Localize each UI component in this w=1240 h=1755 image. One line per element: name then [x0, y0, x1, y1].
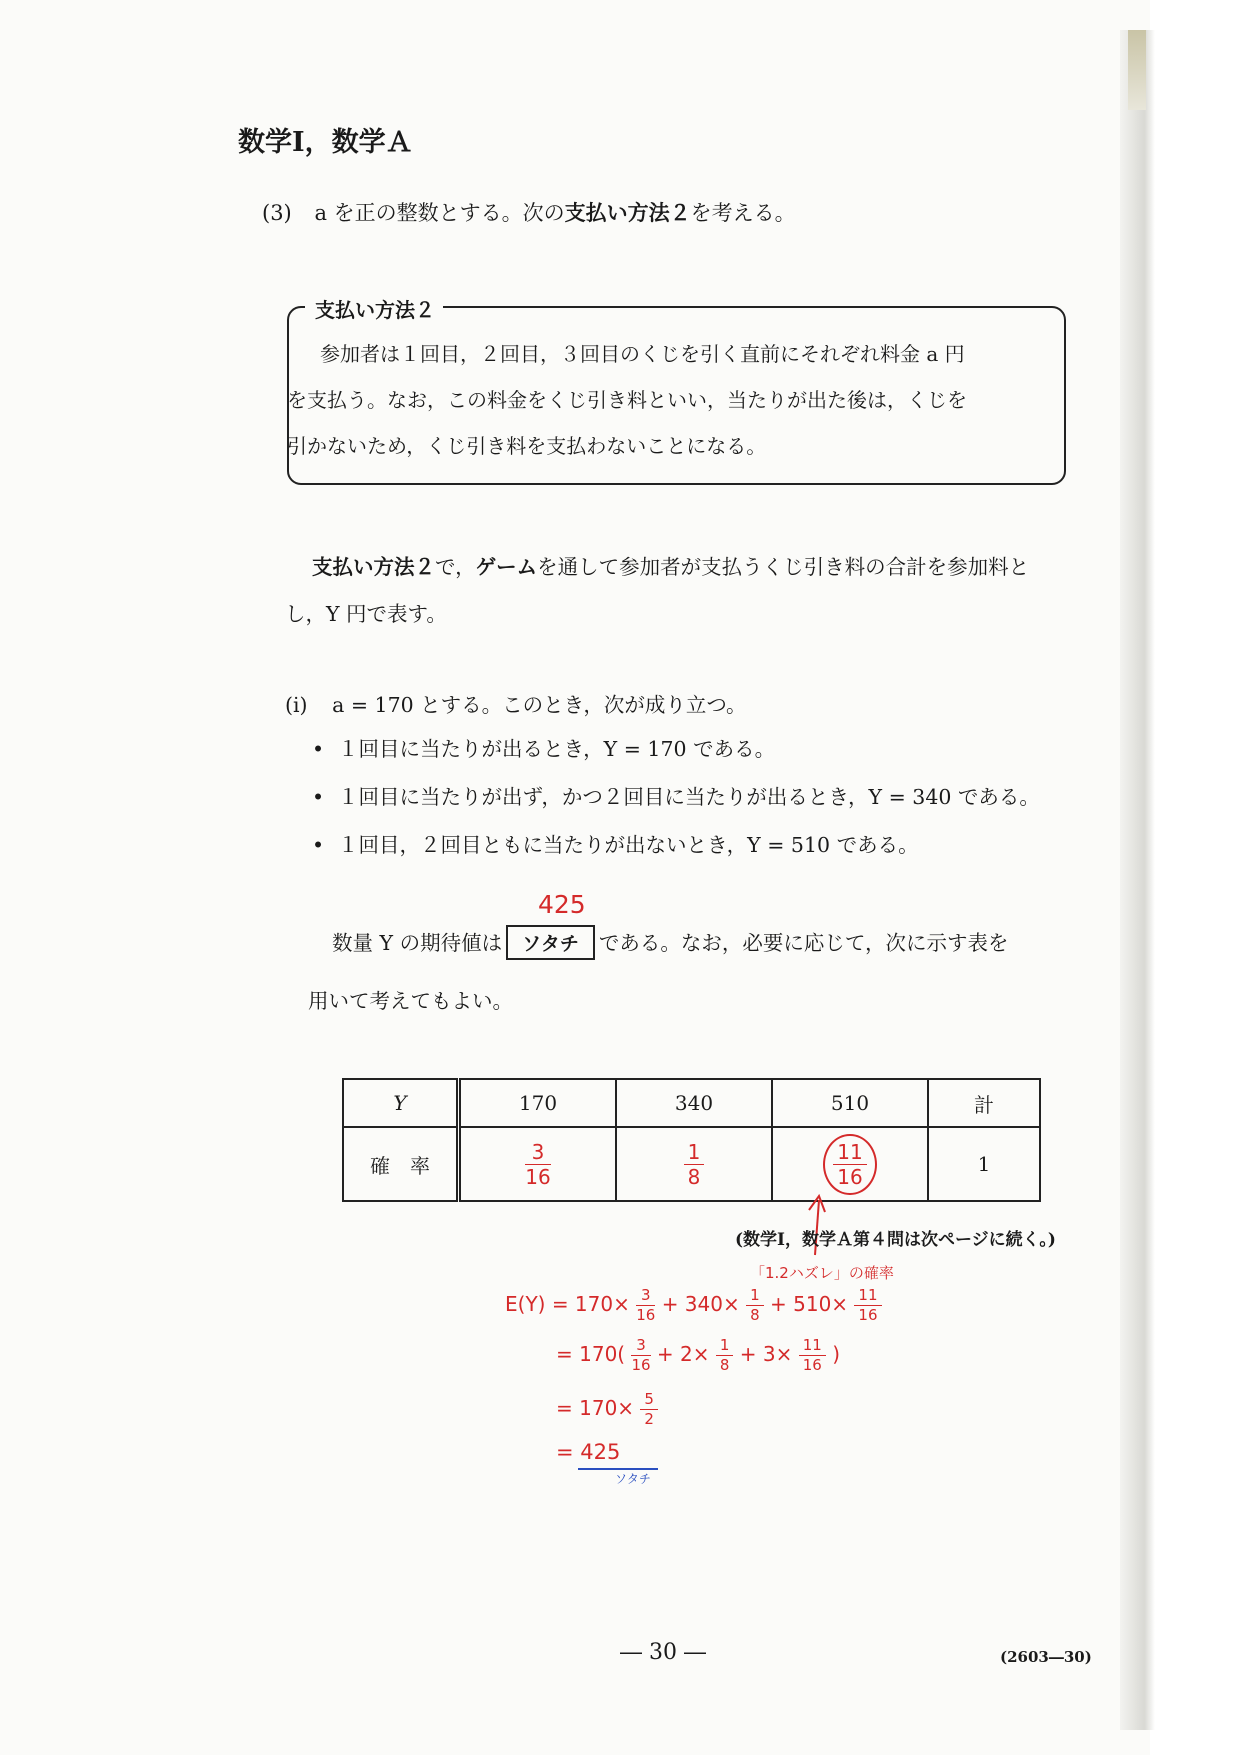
- answer-box-sotachi: ソタチ: [506, 925, 595, 960]
- table-header-y: Y: [343, 1079, 459, 1127]
- bullet-2-text: １回目に当たりが出ず，かつ２回目に当たりが出るとき，Y = 340 である。: [338, 785, 1040, 809]
- calc-line-3-lhs: = 170×: [556, 1396, 635, 1420]
- calc-line-2-term-3: + 3×: [739, 1342, 793, 1366]
- question-3: [262, 197, 796, 227]
- bullet-1-text: １回目に当たりが出るとき，Y = 170 である。: [338, 737, 776, 761]
- calc-line-1: E(Y) = 170× $\frac{3}{16}$ + 340× $\frac{1}{8}$ + 510× $\frac{11}{16}$: [505, 1288, 882, 1323]
- question-number: (3): [262, 201, 292, 225]
- method-box-line-3: 引かないため，くじ引き料を支払わないことになる。: [287, 434, 767, 458]
- paragraph-line-2: し，Y 円で表す。: [285, 602, 447, 626]
- calc-line-3: = 170× $\frac{5}{2}$: [556, 1392, 658, 1427]
- page-number: ― 30 ―: [620, 1640, 706, 1665]
- calc-line-1-term-2: + 340×: [661, 1292, 740, 1316]
- part-i-label: (i): [285, 693, 308, 717]
- paragraph-line-1: [312, 550, 1029, 580]
- method-name: 支払い方法２: [564, 200, 691, 225]
- table-row-label: 確 率: [343, 1127, 459, 1201]
- para-text-b: を通して参加者が支払うくじ引き料の合計を参加料と: [537, 555, 1030, 579]
- bullet-3-text: １回目，２回目ともに当たりが出ないとき，Y = 510 である。: [338, 833, 919, 857]
- table-cell-prob-340: $\frac{1}{8}$: [616, 1127, 772, 1201]
- game-ref: ゲーム: [475, 555, 538, 579]
- part-i-text: a = 170 とする。このとき，次が成り立つ。: [332, 693, 747, 717]
- table-header-510: 510: [772, 1079, 928, 1127]
- method-box-line-2: を支払う。なお，この料金をくじ引き料といい，当たりが出た後は，くじを: [287, 388, 967, 412]
- bullet-2: • １回目に当たりが出ず，かつ２回目に当たりが出るとき，Y = 340 である。: [312, 785, 1040, 809]
- method-ref: 支払い方法２: [312, 555, 435, 579]
- expectation-line-2: 用いて考えてもよい。: [308, 989, 513, 1013]
- calc-line-1-lhs: E(Y) = 170×: [505, 1292, 630, 1316]
- page-edge-tab: [1128, 30, 1146, 110]
- table-header-340: 340: [616, 1079, 772, 1127]
- exam-code: (2603―30): [1000, 1648, 1092, 1666]
- method-box-line-1: 参加者は１回目，２回目，３回目のくじを引く直前にそれぞれ料金 a 円: [320, 342, 965, 366]
- table-cell-prob-510: $\frac{11}{16}$: [772, 1127, 928, 1201]
- continuation-note: (数学Ⅰ，数学Ａ第４問は次ページに続く。): [735, 1230, 1056, 1250]
- handwritten-answer-above-box: 425: [538, 890, 586, 919]
- calc-line-2-close: ): [832, 1342, 841, 1366]
- page-edge-shadow: [1120, 30, 1155, 1730]
- probability-table: [342, 1078, 1041, 1202]
- part-i: [285, 688, 747, 718]
- expectation-text-post: である。なお，必要に応じて，次に示す表を: [598, 931, 1009, 955]
- blue-tag-sotachi: ソタチ: [615, 1472, 651, 1486]
- calc-line-1-term-3: + 510×: [770, 1292, 849, 1316]
- question-text-post: を考える。: [690, 201, 796, 225]
- expectation-text-pre: 数量 Y の期待値は: [332, 931, 503, 955]
- page-header: 数学Ⅰ，数学Ａ: [238, 127, 413, 158]
- table-header-170: 170: [459, 1079, 617, 1127]
- calc-line-2-term-2: + 2×: [656, 1342, 710, 1366]
- question-text-pre: a を正の整数とする。次の: [314, 201, 565, 225]
- para-text-a: で，: [435, 555, 476, 579]
- table-header-total: 計: [928, 1079, 1040, 1127]
- table-row-probability: [343, 1127, 1040, 1201]
- expectation-sentence: [332, 925, 1008, 960]
- calc-line-4: = 425: [556, 1440, 621, 1464]
- table-cell-total: 1: [928, 1127, 1040, 1201]
- red-annotation-miss-probability: 「1.2ハズレ」の確率: [750, 1264, 894, 1282]
- calc-line-2: = 170( $\frac{3}{16}$ + 2× $\frac{1}{8}$ + 3× $\frac{11}{16}$ ): [556, 1336, 841, 1374]
- bullet-3: • １回目，２回目ともに当たりが出ないとき，Y = 510 である。: [312, 833, 919, 857]
- table-cell-prob-170: $\frac{3}{16}$: [459, 1127, 617, 1201]
- calc-line-2-lhs: = 170(: [556, 1342, 626, 1366]
- method-box-title: 支払い方法２: [305, 294, 443, 323]
- table-row-header: [343, 1079, 1040, 1127]
- bullet-1: • １回目に当たりが出るとき，Y = 170 である。: [312, 737, 776, 761]
